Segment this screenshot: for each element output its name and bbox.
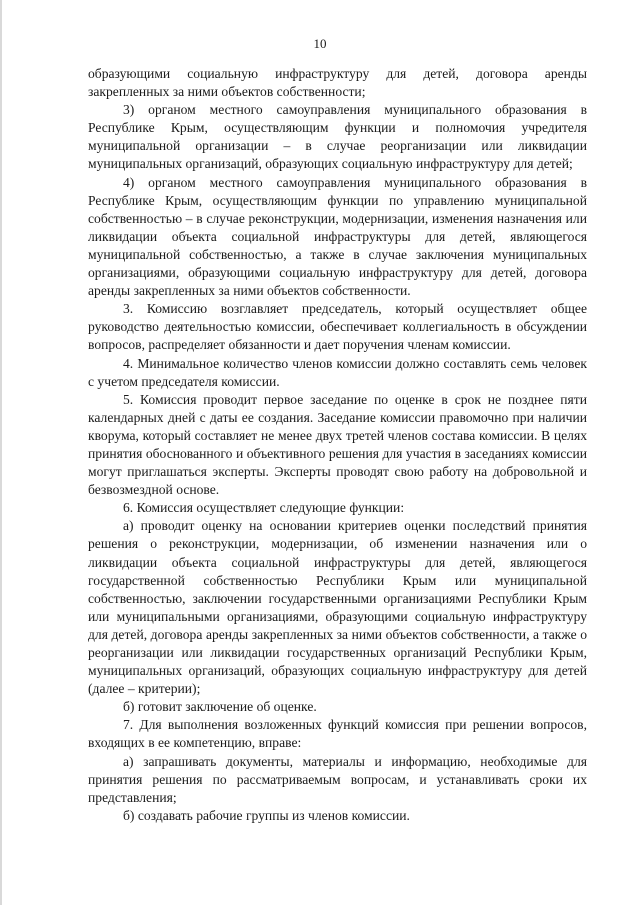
page-number: 10: [313, 36, 327, 51]
document-body: [88, 65, 587, 825]
paragraph-5-first-meeting: 5. Комиссия проводит первое заседание по оценке в срок не позднее пяти календарных дней с даты ее создания. Заседание комиссии правомочно при наличии кворума, который составляет не менее двух третей членов состава комиссии. В целях принятия обоснованного и объективного решения для участия в заседаниях комиссии могут приглашаться эксперты. Эксперты проводят свою работу на добровольной и безвозмездной основе.: [88, 391, 587, 498]
paragraph-7a-request-documents: а) запрашивать документы, материалы и информацию, необходимые для принятия решения по рассматриваемым вопросам, и устанавливать сроки их представления;: [88, 753, 587, 805]
paragraph-continuation: образующими социальную инфраструктуру для детей, договора аренды закрепленных за ними объектов собственности;: [88, 66, 587, 100]
paragraph-6-functions: 6. Комиссия осуществляет следующие функции:: [123, 500, 405, 516]
paragraph-6b-conclusion: б) готовит заключение об оценке.: [123, 699, 317, 715]
paragraph-7b-working-groups: б) создавать рабочие группы из членов комиссии.: [123, 807, 410, 823]
paragraph-4-minimum-members: 4. Минимальное количество членов комиссии должно составлять семь человек с учетом председателя комиссии.: [88, 355, 587, 389]
paragraph-item-4-municipal-property: 4) органом местного самоуправления муниципального образования в Республике Крым, осуществляющим функции по управлению муниципальной собственностью – в случае реконструкции, модернизации, изменения назначения или ликвидации объекта социальной инфраструктуры для детей, являющегося муниципальной собственностью, а также в случае заключения муниципальных организациями, образующими социальную инфраструктуру для детей, договора аренды закрепленных за ними объектов собственности.: [88, 174, 587, 299]
paragraph-3-chairman: 3. Комиссию возглавляет председатель, который осуществляет общее руководство деятельностью комиссии, обеспечивает коллегиальность в обсуждении вопросов, распределяет обязанности и дает поручения членам комиссии.: [88, 301, 587, 353]
paragraph-7-rights: 7. Для выполнения возложенных функций комиссия при решении вопросов, входящих в ее компетенцию, вправе:: [88, 717, 587, 751]
paragraph-item-3-reorganization: 3) органом местного самоуправления муниципального образования в Республике Крым, осуществляющим функции и полномочия учредителя муниципальной организации – в случае реорганизации или ликвидации муниципальных организаций, образующих социальную инфраструктуру для детей;: [88, 102, 587, 172]
scan-edge: [0, 0, 2, 905]
paragraph-6a-assessment: а) проводит оценку на основании критериев оценки последствий принятия решения о реконструкции, модернизации, об изменении назначения или о ликвидации объекта социальной инфраструктуры для детей, являющегося государственной собственностью Республики Крым или муниципальной собственностью, заключении государственными организациями Республики Крым или муниципальными организациями, образующими социальную инфраструктуру для детей, договора аренды закрепленных за ними объектов собственности, а также о реорганизации или ликвидации государственных организаций Республики Крым, муниципальных организаций, образующих социальную инфраструктуру для детей (далее – критерии);: [88, 518, 587, 697]
